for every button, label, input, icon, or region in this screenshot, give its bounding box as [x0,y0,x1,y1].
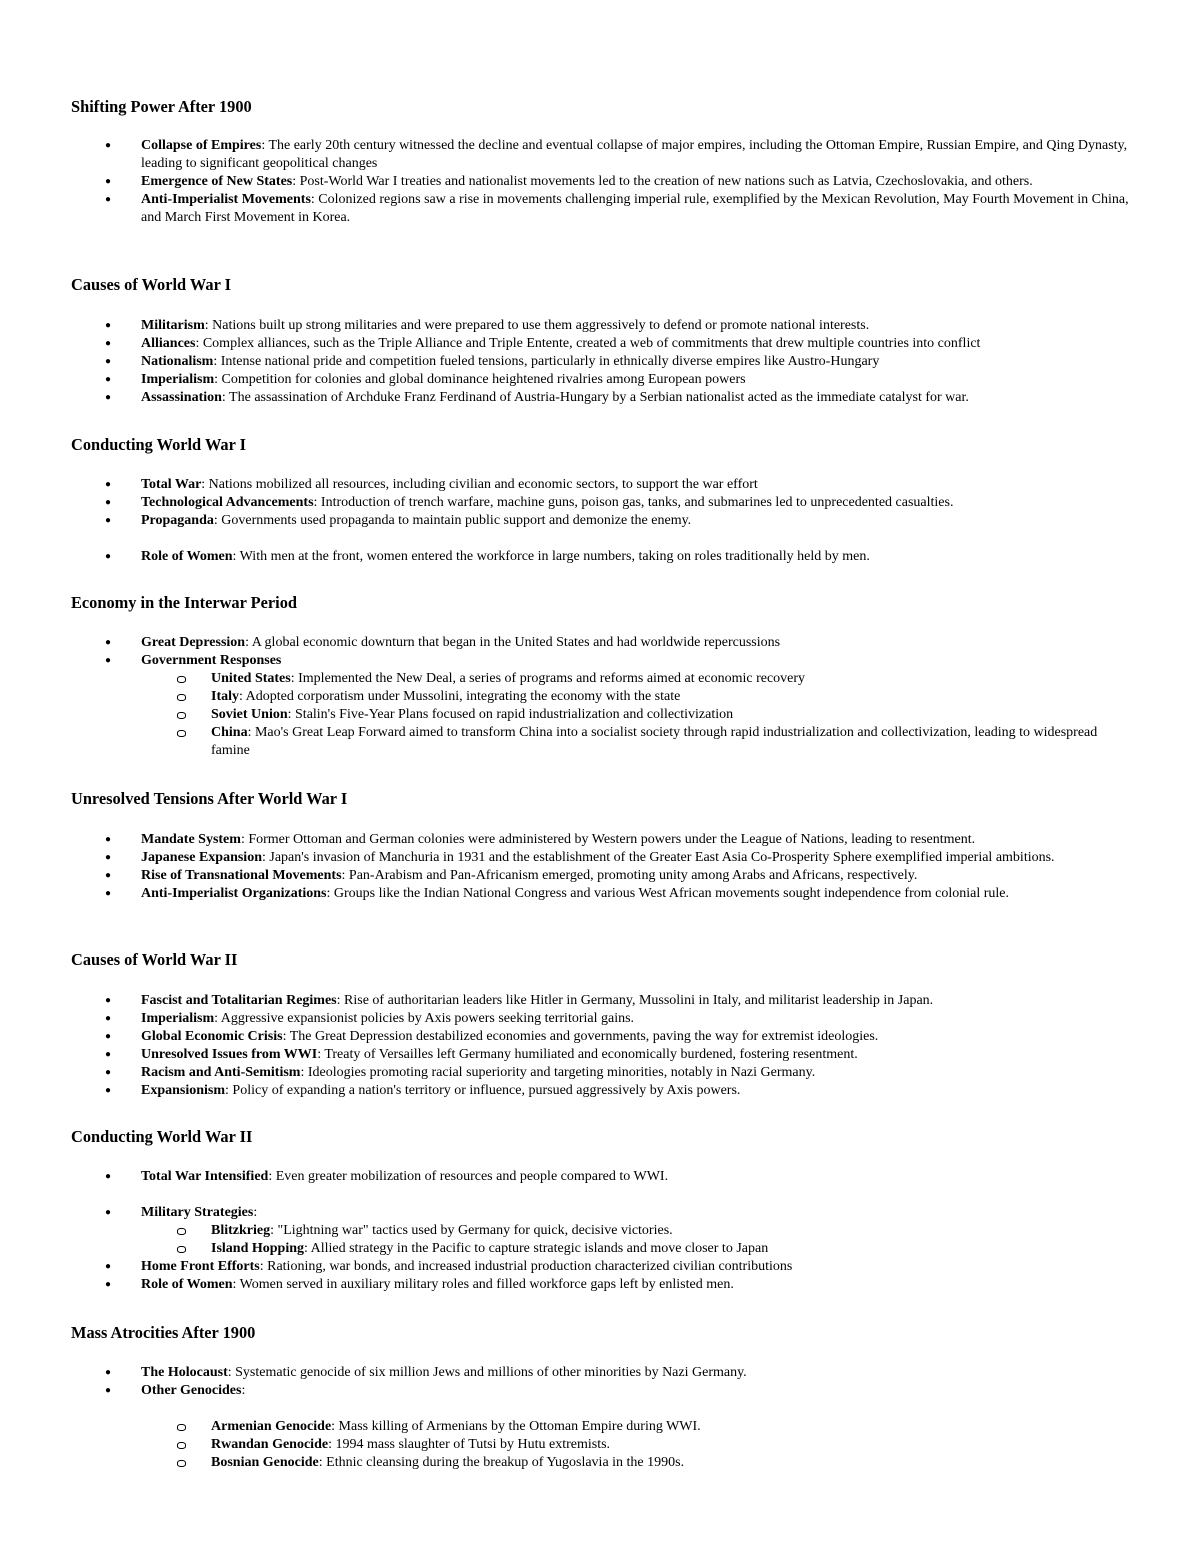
section-heading: Mass Atrocities After 1900 [71,1323,256,1342]
section-causes-wwii [71,951,1135,1100]
bullet-list [71,831,1135,903]
section-heading: Shifting Power After 1900 [71,97,252,116]
section-mass-atrocities [71,1324,1135,1472]
bullet-list [71,137,1135,227]
list-item: ● Collapse of Empires: The early 20th century witnessed the decline and eventual collapse of major empires, including the Ottoman Empire, Russian Empire, and Qing Dynasty, leading to significant geopolitical changes [71,137,1135,173]
bullet-list [71,992,1135,1100]
list-item: ● Global Economic Crisis: The Great Depression destabilized economies and governments, paving the way for extremist ideologies. [71,1028,1135,1046]
list-item: ● Role of Women: With men at the front, women entered the workforce in large numbers, taking on roles traditionally held by men. [71,548,1135,566]
section-heading: Unresolved Tensions After World War I [71,789,348,808]
sub-list [141,1418,1135,1472]
sub-list-item: Island Hopping: Allied strategy in the Pacific to capture strategic islands and move closer to Japan [71,1240,1135,1258]
sub-list [141,670,1135,760]
list-item: ● Expansionism: Policy of expanding a nation's territory or influence, pursued aggressively by Axis powers. [71,1082,1135,1100]
list-item: ● Mandate System: Former Ottoman and German colonies were administered by Western powers under the League of Nations, leading to resentment. [71,831,1135,849]
list-item: ● Unresolved Issues from WWI: Treaty of Versailles left Germany humiliated and economically burdened, fostering resentment. [71,1046,1135,1064]
sub-list-item: Armenian Genocide: Mass killing of Armenians by the Ottoman Empire during WWI. [71,1418,1135,1436]
list-item: ● Fascist and Totalitarian Regimes: Rise of authoritarian leaders like Hitler in Germany, Mussolini in Italy, and militarist leadership in Japan. [71,992,1135,1010]
bullet-list [71,317,1135,407]
list-item: ● Role of Women: Women served in auxiliary military roles and filled workforce gaps left by enlisted men. [71,1276,1135,1294]
list-item: ● Total War Intensified: Even greater mobilization of resources and people compared to WWI. [71,1168,1135,1186]
section-unresolved-tensions [71,790,1135,903]
section-heading: Causes of World War II [71,950,238,969]
section-heading: Economy in the Interwar Period [71,593,297,612]
list-item: ● Propaganda: Governments used propaganda to maintain public support and demonize the enemy. [71,512,1135,530]
section-heading: Conducting World War I [71,435,247,454]
list-item: ● Alliances: Complex alliances, such as the Triple Alliance and Triple Entente, created a web of commitments that drew multiple countries into conflict [71,335,1135,353]
list-item: ● Imperialism: Competition for colonies and global dominance heightened rivalries among European powers [71,371,1135,389]
bullet-list [71,1364,1135,1472]
sub-list [141,1222,1135,1258]
list-item: ● Militarism: Nations built up strong militaries and were prepared to use them aggressively to defend or promote national interests. [71,317,1135,335]
list-item: ● Anti-Imperialist Movements: Colonized regions saw a rise in movements challenging imperial rule, exemplified by the Mexican Revolution, May Fourth Movement in China, and March First Movement in Korea. [71,191,1135,227]
list-item: ● Total War: Nations mobilized all resources, including civilian and economic sectors, to support the war effort [71,476,1135,494]
section-causes-wwi [71,276,1135,407]
list-item: ● The Holocaust: Systematic genocide of six million Jews and millions of other minorities by Nazi Germany. [71,1364,1135,1382]
section-heading: Conducting World War II [71,1127,253,1146]
list-item: ● Emergence of New States: Post-World War I treaties and nationalist movements led to the creation of new nations such as Latvia, Czechoslovakia, and others. [71,173,1135,191]
list-item: ● Racism and Anti-Semitism: Ideologies promoting racial superiority and targeting minorities, notably in Nazi Germany. [71,1064,1135,1082]
sub-list-item: Soviet Union: Stalin's Five-Year Plans focused on rapid industrialization and collectivization [71,706,1135,724]
list-item: ● Rise of Transnational Movements: Pan-Arabism and Pan-Africanism emerged, promoting unity among Arabs and Africans, respectively. [71,867,1135,885]
sub-list-item: United States: Implemented the New Deal, a series of programs and reforms aimed at economic recovery [71,670,1135,688]
list-item: ● Military Strategies: Blitzkrieg: "Lightning war" tactics used by Germany for quick, decisive victories. Island Hopping: Allied strategy in the Pacific to capture strategic islands and move closer to Japan [71,1204,1135,1258]
section-shifting-power [71,98,1135,227]
bullet-list [71,1168,1135,1294]
list-item: ● Japanese Expansion: Japan's invasion of Manchuria in 1931 and the establishment of the Greater East Asia Co-Prosperity Sphere exemplified imperial ambitions. [71,849,1135,867]
bullet-list [71,634,1135,760]
sub-list-item: Blitzkrieg: "Lightning war" tactics used by Germany for quick, decisive victories. [71,1222,1135,1240]
list-item: ● Anti-Imperialist Organizations: Groups like the Indian National Congress and various West African movements sought independence from colonial rule. [71,885,1135,903]
sub-list-item: China: Mao's Great Leap Forward aimed to transform China into a socialist society through rapid industrialization and collectivization, leading to widespread famine [71,724,1135,760]
section-interwar-economy [71,594,1135,760]
sub-list-item: Rwandan Genocide: 1994 mass slaughter of Tutsi by Hutu extremists. [71,1436,1135,1454]
sub-list-item: Italy: Adopted corporatism under Mussolini, integrating the economy with the state [71,688,1135,706]
section-conducting-wwii [71,1128,1135,1294]
section-heading: Causes of World War I [71,275,231,294]
list-item: ● Great Depression: A global economic downturn that began in the United States and had worldwide repercussions [71,634,1135,652]
sub-list-item: Bosnian Genocide: Ethnic cleansing during the breakup of Yugoslavia in the 1990s. [71,1454,1135,1472]
list-item: ● Technological Advancements: Introduction of trench warfare, machine guns, poison gas, tanks, and submarines led to unprecedented casualties. [71,494,1135,512]
list-item: ● Imperialism: Aggressive expansionist policies by Axis powers seeking territorial gains. [71,1010,1135,1028]
list-item: ● Assassination: The assassination of Archduke Franz Ferdinand of Austria-Hungary by a Serbian nationalist acted as the immediate catalyst for war. [71,389,1135,407]
list-item: ● Other Genocides: Armenian Genocide: Mass killing of Armenians by the Ottoman Empire during WWI. Rwandan Genocide: 1994 mass slaughter of Tutsi by Hutu extremists. Bosnian Genocide: Ethnic cleansing during the breakup of Yugoslavia in the 1990s. [71,1382,1135,1472]
list-item: ● Government Responses United States: Implemented the New Deal, a series of programs and reforms aimed at economic recovery Italy: Adopted corporatism under Mussolini, integrating the economy with the state Soviet Union: Stalin's Five-Year Plans focused on rapid industrialization and collectivization China: Mao's Great Leap Forward aimed to transform China into a socialist society through rapid industrialization and collectivization, leading to widespread famine [71,652,1135,760]
bullet-list [71,476,1135,566]
section-conducting-wwi [71,436,1135,566]
list-item: ● Home Front Efforts: Rationing, war bonds, and increased industrial production characterized civilian contributions [71,1258,1135,1276]
list-item: ● Nationalism: Intense national pride and competition fueled tensions, particularly in ethnically diverse empires like Austro-Hungary [71,353,1135,371]
